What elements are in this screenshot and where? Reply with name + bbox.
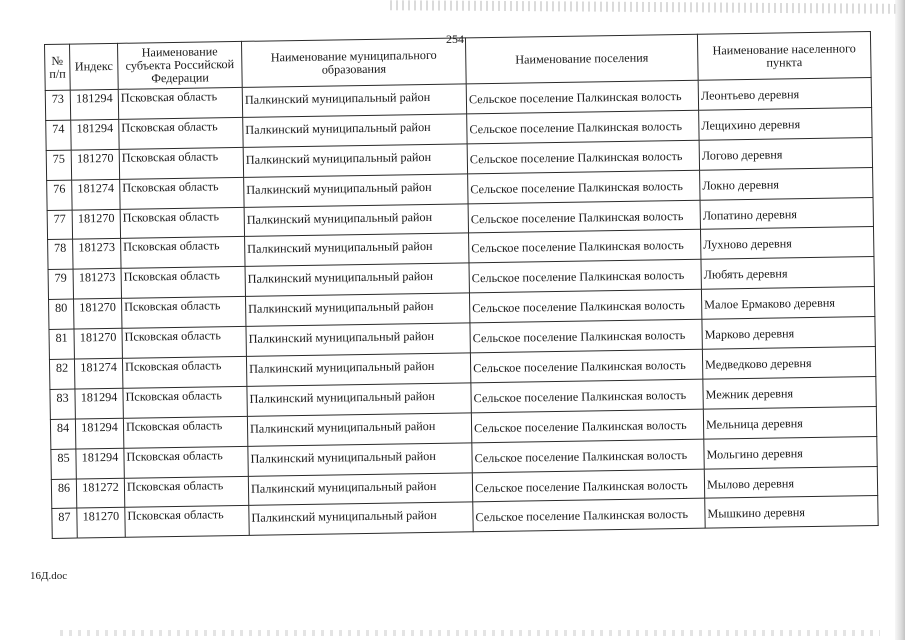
cell-number: 78: [48, 240, 73, 270]
cell-subject: Псковская область: [120, 177, 244, 209]
cell-locality: Лещихино деревня: [699, 107, 872, 140]
cell-locality: Логово деревня: [699, 137, 872, 170]
cell-locality: Мышкино деревня: [705, 496, 878, 529]
cell-settlement: Сельское поселение Палкинская волость: [466, 80, 698, 114]
cell-subject: Псковская область: [125, 506, 249, 538]
cell-index: 181294: [75, 388, 123, 419]
cell-subject: Псковская область: [121, 267, 245, 299]
cell-number: 74: [46, 120, 71, 150]
header-locality: Наименование населенного пункта: [697, 32, 871, 81]
cell-index: 181270: [72, 209, 120, 240]
cell-locality: Мельница деревня: [703, 406, 876, 439]
cell-subject: Псковская область: [122, 326, 246, 358]
cell-subject: Псковская область: [121, 237, 245, 269]
cell-locality: Любять деревня: [701, 257, 874, 290]
cell-index: 181274: [74, 358, 122, 389]
header-municipality: Наименование муниципального образования: [241, 38, 466, 88]
scan-artifact-bottom: [60, 630, 880, 636]
document-sheet: [44, 31, 879, 539]
cell-subject: Псковская область: [124, 446, 248, 478]
cell-index: 181274: [72, 179, 120, 210]
cell-locality: Мылово деревня: [704, 466, 877, 499]
cell-municipality: Палкинский муниципальный район: [243, 114, 467, 147]
cell-number: 85: [51, 449, 76, 479]
cell-number: 87: [52, 509, 77, 539]
cell-municipality: Палкинский муниципальный район: [245, 263, 469, 296]
cell-settlement: Сельское поселение Палкинская волость: [472, 439, 704, 473]
table-body: [45, 78, 878, 539]
cell-settlement: Сельское поселение Палкинская волость: [472, 469, 704, 503]
cell-locality: Лопатино деревня: [700, 197, 873, 230]
cell-index: 181272: [76, 478, 124, 509]
cell-municipality: Палкинский муниципальный район: [249, 502, 473, 535]
cell-settlement: Сельское поселение Палкинская волость: [468, 170, 700, 204]
cell-number: 76: [47, 180, 72, 210]
cell-municipality: Палкинский муниципальный район: [244, 174, 468, 207]
cell-locality: Мольгино деревня: [704, 436, 877, 469]
cell-settlement: Сельское поселение Палкинская волость: [469, 230, 701, 264]
cell-number: 80: [49, 299, 74, 329]
header-subject: Наименование субъекта Российской Федерации: [117, 41, 242, 89]
cell-subject: Псковская область: [118, 87, 242, 119]
cell-municipality: Палкинский муниципальный район: [242, 84, 466, 117]
cell-municipality: Палкинский муниципальный район: [247, 413, 471, 446]
cell-index: 181270: [74, 299, 122, 330]
cell-subject: Псковская область: [119, 117, 243, 149]
cell-index: 181270: [71, 149, 119, 180]
cell-settlement: Сельское поселение Палкинская волость: [469, 260, 701, 294]
scan-artifact-right: [895, 0, 905, 640]
cell-municipality: Палкинский муниципальный район: [245, 293, 469, 326]
cell-settlement: Сельское поселение Палкинская волость: [468, 200, 700, 234]
cell-index: 181270: [77, 508, 125, 539]
header-settlement: Наименование поселения: [465, 34, 698, 84]
cell-number: 86: [51, 479, 76, 509]
cell-subject: Псковская область: [123, 416, 247, 448]
cell-municipality: Палкинский муниципальный район: [243, 144, 467, 177]
cell-index: 181273: [73, 269, 121, 300]
cell-settlement: Сельское поселение Палкинская волость: [470, 319, 702, 353]
cell-settlement: Сельское поселение Палкинская волость: [471, 379, 703, 413]
cell-municipality: Палкинский муниципальный район: [244, 203, 468, 236]
cell-subject: Псковская область: [122, 356, 246, 388]
cell-number: 81: [49, 329, 74, 359]
cell-settlement: Сельское поселение Палкинская волость: [470, 349, 702, 383]
cell-number: 79: [48, 269, 73, 299]
cell-subject: Псковская область: [124, 476, 248, 508]
cell-number: 73: [45, 90, 70, 120]
cell-number: 84: [50, 419, 75, 449]
cell-settlement: Сельское поселение Палкинская волость: [473, 499, 705, 533]
cell-locality: Марково деревня: [702, 317, 875, 350]
scan-artifact-top: [390, 0, 900, 14]
header-number: № п/п: [45, 44, 71, 90]
page-number: 254: [446, 32, 464, 46]
cell-index: 181294: [75, 418, 123, 449]
cell-locality: Межник деревня: [703, 376, 876, 409]
cell-locality: Леонтьево деревня: [698, 78, 871, 111]
cell-index: 181294: [76, 448, 124, 479]
cell-subject: Псковская область: [119, 147, 243, 179]
cell-locality: Малое Ермаково деревня: [701, 287, 874, 320]
cell-index: 181294: [70, 89, 118, 120]
cell-locality: Лухново деревня: [700, 227, 873, 260]
header-index: Индекс: [70, 43, 119, 90]
cell-settlement: Сельское поселение Палкинская волость: [467, 110, 699, 144]
cell-municipality: Палкинский муниципальный район: [248, 472, 472, 505]
cell-settlement: Сельское поселение Палкинская волость: [469, 289, 701, 323]
cell-subject: Псковская область: [123, 386, 247, 418]
cell-index: 181273: [73, 239, 121, 270]
cell-number: 83: [50, 389, 75, 419]
cell-subject: Псковская область: [122, 297, 246, 329]
settlements-table: [44, 31, 879, 539]
file-name-footer: 16Д.doc: [30, 570, 68, 582]
cell-index: 181294: [71, 119, 119, 150]
cell-municipality: Палкинский муниципальный район: [247, 383, 471, 416]
cell-municipality: Палкинский муниципальный район: [248, 443, 472, 476]
cell-locality: Медведково деревня: [702, 346, 875, 379]
cell-municipality: Палкинский муниципальный район: [245, 233, 469, 266]
cell-municipality: Палкинский муниципальный район: [246, 323, 470, 356]
cell-locality: Локно деревня: [700, 167, 873, 200]
cell-number: 77: [47, 210, 72, 240]
cell-settlement: Сельское поселение Палкинская волость: [471, 409, 703, 443]
cell-number: 82: [49, 359, 74, 389]
cell-number: 75: [46, 150, 71, 180]
cell-settlement: Сельское поселение Палкинская волость: [467, 140, 699, 174]
cell-subject: Псковская область: [120, 207, 244, 239]
cell-index: 181270: [74, 328, 122, 359]
cell-municipality: Палкинский муниципальный район: [246, 353, 470, 386]
